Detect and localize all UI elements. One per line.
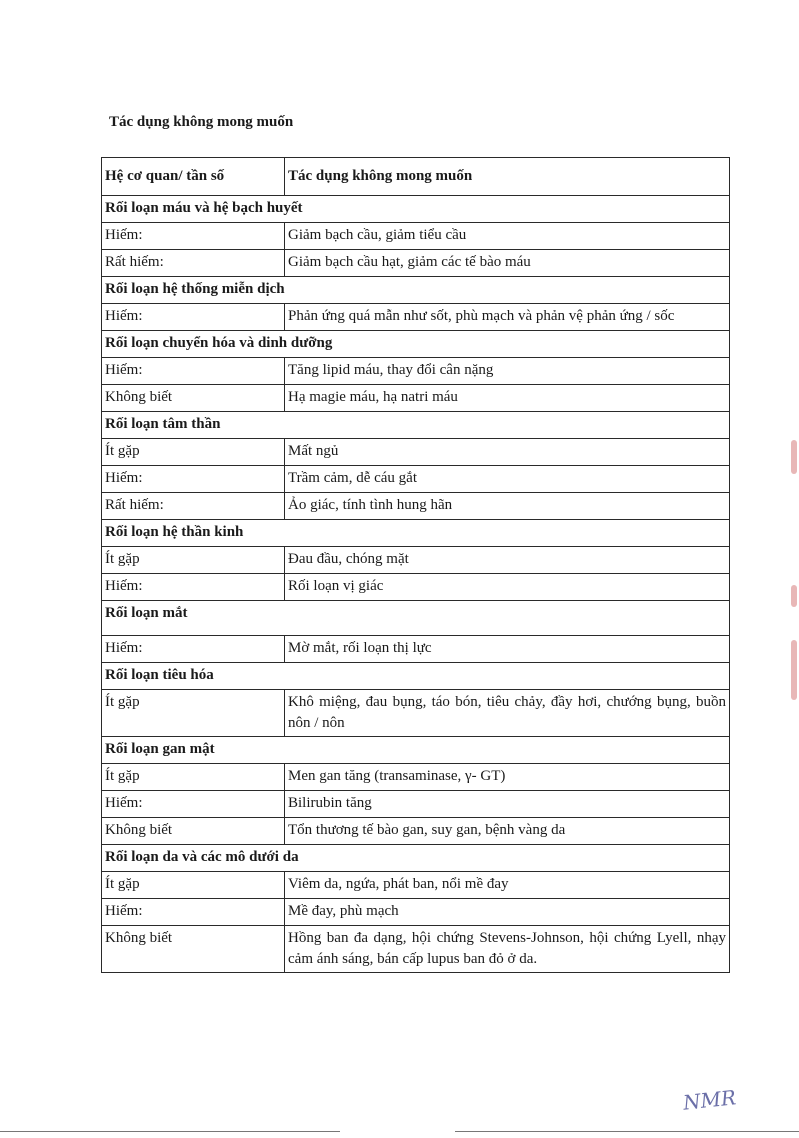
frequency-cell: Hiếm: [102, 636, 285, 663]
effect-cell: Phản ứng quá mẫn như sốt, phù mạch và phản vệ phản ứng / sốc [285, 304, 730, 331]
group-title: Rối loạn tâm thần [102, 412, 730, 439]
frequency-cell: Hiếm: [102, 304, 285, 331]
frequency-cell: Rất hiếm: [102, 493, 285, 520]
table-row [102, 250, 730, 277]
effect-cell: Khô miệng, đau bụng, táo bón, tiêu chảy, đầy hơi, chướng bụng, buồn nôn / nôn [285, 690, 730, 737]
frequency-cell: Ít gặp [102, 547, 285, 574]
table-row [102, 899, 730, 926]
effect-cell: Trầm cảm, dễ cáu gắt [285, 466, 730, 493]
frequency-cell: Không biết [102, 385, 285, 412]
group-row [102, 277, 730, 304]
section-heading: Tác dụng không mong muốn [109, 114, 294, 130]
group-title: Rối loạn chuyển hóa và dinh dưỡng [102, 331, 730, 358]
footer-rule [0, 1131, 340, 1132]
effect-cell: Giảm bạch cầu, giảm tiểu cầu [285, 223, 730, 250]
table-row [102, 385, 730, 412]
table-row [102, 439, 730, 466]
frequency-cell: Ít gặp [102, 439, 285, 466]
group-row [102, 412, 730, 439]
frequency-cell: Hiếm: [102, 358, 285, 385]
frequency-cell: Không biết [102, 926, 285, 973]
table-row [102, 547, 730, 574]
group-row [102, 845, 730, 872]
table-row [102, 764, 730, 791]
frequency-cell: Ít gặp [102, 690, 285, 737]
header-adverse-effect: Tác dụng không mong muốn [285, 158, 730, 196]
frequency-cell: Hiếm: [102, 574, 285, 601]
effect-cell: Tổn thương tế bào gan, suy gan, bệnh vàng da [285, 818, 730, 845]
table-row [102, 493, 730, 520]
group-title: Rối loạn hệ thống miễn dịch [102, 277, 730, 304]
frequency-cell: Không biết [102, 818, 285, 845]
group-title: Rối loạn tiêu hóa [102, 663, 730, 690]
effect-cell: Ảo giác, tính tình hung hãn [285, 493, 730, 520]
stamp-fragment [791, 440, 797, 474]
table-row [102, 636, 730, 663]
table-row [102, 818, 730, 845]
effect-cell: Bilirubin tăng [285, 791, 730, 818]
group-row [102, 520, 730, 547]
effect-cell: Rối loạn vị giác [285, 574, 730, 601]
group-title: Rối loạn mắt [102, 601, 730, 636]
frequency-cell: Ít gặp [102, 872, 285, 899]
effect-cell: Hồng ban đa dạng, hội chứng Stevens-Johnson, hội chứng Lyell, nhạy cảm ánh sáng, bán cấp lupus ban đỏ ở da. [285, 926, 730, 973]
effect-cell: Men gan tăng (transaminase, γ- GT) [285, 764, 730, 791]
table-row [102, 466, 730, 493]
group-title: Rối loạn gan mật [102, 737, 730, 764]
effect-cell: Đau đầu, chóng mặt [285, 547, 730, 574]
table-row [102, 791, 730, 818]
table-row [102, 304, 730, 331]
table-row [102, 574, 730, 601]
table-row [102, 690, 730, 737]
frequency-cell: Hiếm: [102, 791, 285, 818]
group-row [102, 663, 730, 690]
group-row [102, 331, 730, 358]
effect-cell: Mờ mắt, rối loạn thị lực [285, 636, 730, 663]
effect-cell: Hạ magie máu, hạ natri máu [285, 385, 730, 412]
group-row [102, 737, 730, 764]
effect-cell: Viêm da, ngứa, phát ban, nổi mề đay [285, 872, 730, 899]
frequency-cell: Hiếm: [102, 899, 285, 926]
group-row [102, 196, 730, 223]
effect-cell: Mất ngủ [285, 439, 730, 466]
footer-rule [455, 1131, 799, 1132]
group-title: Rối loạn hệ thần kinh [102, 520, 730, 547]
frequency-cell: Hiếm: [102, 223, 285, 250]
frequency-cell: Ít gặp [102, 764, 285, 791]
header-organ-frequency: Hệ cơ quan/ tần số [102, 158, 285, 196]
table-row [102, 358, 730, 385]
handwritten-signature: NMR [681, 1085, 738, 1115]
table-row [102, 926, 730, 973]
stamp-fragment [791, 640, 797, 700]
table-row [102, 223, 730, 250]
group-title: Rối loạn da và các mô dưới da [102, 845, 730, 872]
group-title: Rối loạn máu và hệ bạch huyết [102, 196, 730, 223]
adverse-effects-table [101, 157, 730, 973]
effect-cell: Mề đay, phù mạch [285, 899, 730, 926]
effect-cell: Giảm bạch cầu hạt, giảm các tế bào máu [285, 250, 730, 277]
table-row [102, 872, 730, 899]
frequency-cell: Rất hiếm: [102, 250, 285, 277]
group-row [102, 601, 730, 636]
effect-cell: Tăng lipid máu, thay đổi cân nặng [285, 358, 730, 385]
stamp-fragment [791, 585, 797, 607]
frequency-cell: Hiếm: [102, 466, 285, 493]
table-header-row [102, 158, 730, 196]
